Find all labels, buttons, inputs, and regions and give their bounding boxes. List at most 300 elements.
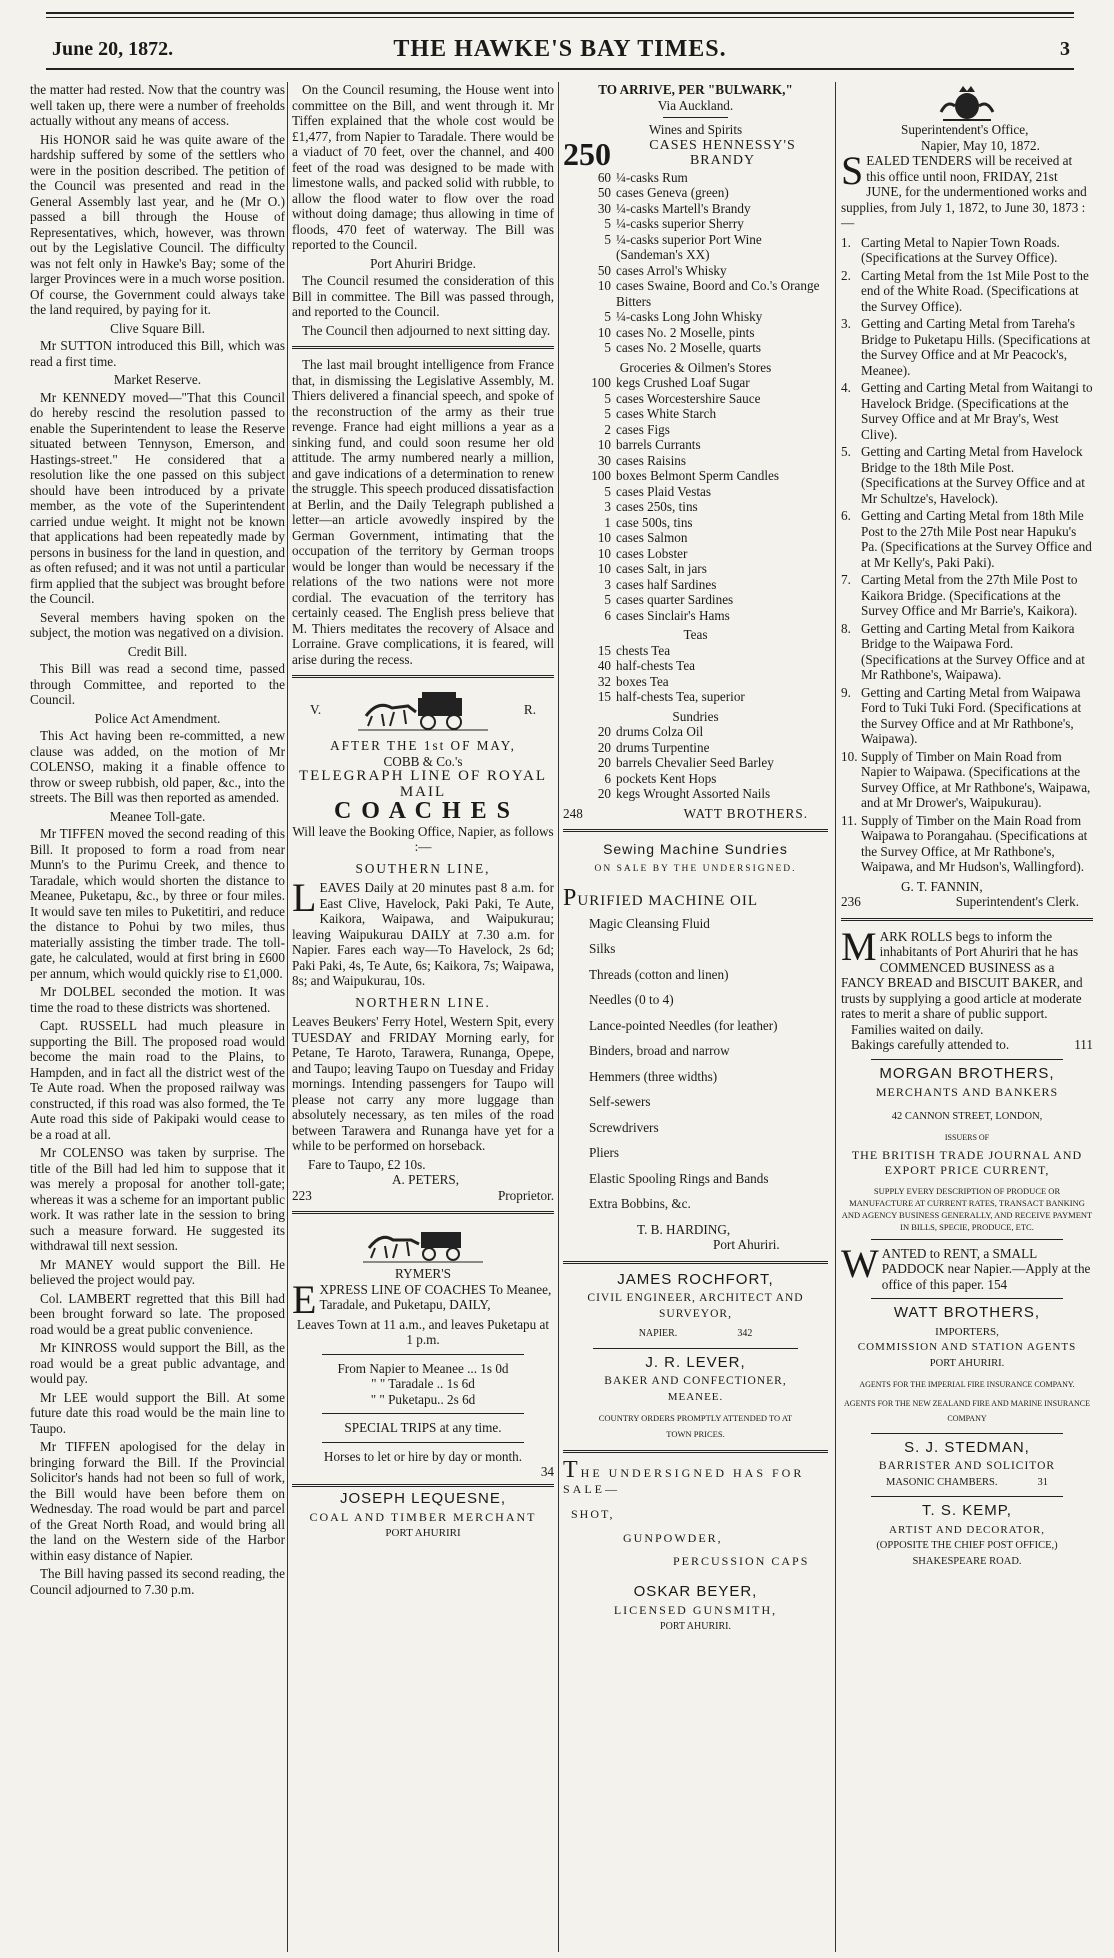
- lequesne-loc: PORT AHURIRI: [385, 1526, 461, 1539]
- double-rule: [292, 1211, 554, 1214]
- masthead-rule: [46, 12, 1074, 18]
- drop-cap: M: [841, 923, 877, 969]
- list-item: [841, 749, 1093, 811]
- item-quantity: 5: [604, 390, 611, 406]
- item-quantity: 100: [591, 468, 611, 483]
- list-item: [563, 499, 828, 515]
- fare-line: " " Puketapu.. 2s 6d: [370, 1391, 476, 1407]
- item-quantity: 10.: [841, 748, 858, 764]
- item-quantity: 40: [597, 658, 611, 673]
- item-description: half-chests Tea, superior: [616, 689, 745, 704]
- rymer-body: XPRESS LINE OF COACHES To Meanee, Taradale, and Puketapu, DAILY,: [319, 1281, 552, 1312]
- peters-line: [292, 1188, 554, 1204]
- item-description: cases quarter Sardines: [616, 592, 734, 607]
- stagecoach-icon: [358, 686, 488, 734]
- sewing-heading: Sewing Machine Sundries: [603, 841, 788, 857]
- paragraph: Mr KINROSS would support the Bill, as the road would be a great public advantage, and would pay.: [30, 1340, 285, 1386]
- item-description: barrels Currants: [616, 437, 701, 452]
- wanted-ad: [841, 1240, 1093, 1293]
- item-description: cases Lobster: [616, 545, 688, 561]
- beyer-loc: PORT AHURIRI.: [660, 1620, 731, 1632]
- list-item: Binders, broad and narrow: [589, 1043, 730, 1058]
- list-item: Screwdrivers: [589, 1119, 659, 1135]
- list-item: [841, 572, 1093, 619]
- morgan-addr: 42 CANNON STREET, LONDON,: [891, 1110, 1043, 1122]
- list-item: [563, 453, 828, 469]
- item-description: Supply of Timber on Main Road from Napier to Waipawa. (Specifications at the Survey Office, at Mr Rathbone's, Waipawa, and at Mr Drower's, Waipukurau).: [861, 748, 1091, 810]
- item-description: Getting and Carting Metal from Waitangi to Havelock Bridge. (Specifications at the Survey Office and at Mr Bray's, West Clive).: [861, 380, 1093, 442]
- southern-line-text: [292, 875, 554, 989]
- harding-loc: Port Ahuriri.: [713, 1237, 780, 1252]
- rule: [322, 1413, 524, 1414]
- item-quantity: 2: [604, 421, 611, 437]
- item-quantity: 5: [604, 216, 611, 231]
- ad-number: 154: [987, 1276, 1008, 1292]
- section-heading: Market Reserve.: [113, 372, 202, 387]
- list-item: [563, 278, 828, 309]
- shot-line: SHOT,: [571, 1507, 615, 1521]
- list-item: [563, 170, 828, 186]
- list-item: Hemmers (three widths): [589, 1068, 718, 1084]
- ad-number: 236: [841, 894, 861, 909]
- list-item: [563, 309, 828, 325]
- item-description: kegs Crushed Loaf Sugar: [616, 375, 750, 390]
- list-item: [563, 724, 828, 740]
- item-description: cases half Sardines: [616, 576, 717, 592]
- item-quantity: 5: [604, 340, 611, 355]
- item-quantity: 30: [597, 452, 611, 468]
- column-divider: [835, 82, 836, 1952]
- rule: [871, 1239, 1063, 1240]
- item-quantity: 5: [604, 592, 611, 607]
- item-quantity: 5: [604, 483, 611, 499]
- rule: [322, 1354, 524, 1355]
- list-item: [563, 216, 828, 232]
- double-rule: [292, 346, 554, 349]
- item-description: Getting and Carting Metal from Tareha's Bridge to Puketapu Hills. (Specifications at the Survey Office and at Mr Peacock's, Meanee).: [861, 316, 1091, 378]
- paragraph: His HONOR said he was quite aware of the hardship suffered by some of the settlers who were in the position described. The petition of the Council was presented and read in the General Assembly last year, and he (Mr O.) passed a bill through the House of Representatives, which, however, was thrown out by the Legislative Council. The difficulty was not felt only in Hawke's Bay; some of the larger Provinces were in a much worse position. Of course, the Government could always take the land required, by paying for it.: [30, 131, 285, 317]
- item-quantity: 1.: [841, 234, 851, 250]
- page-number: 3: [1060, 38, 1070, 60]
- list-item: [563, 340, 828, 356]
- list-item: [563, 422, 828, 438]
- item-quantity: 9.: [841, 684, 851, 700]
- paragraph: Mr KENNEDY moved—"That this Council do hereby rescind the resolution passed to enable the Superintendent to lease the Reserve situated between Tennyson, Emerson, and Hastings-street." He considered that a resolution like the one passed on this subject should have been introduced by a private member, as the vote of the Superintendent carried undue weight. It might not be known that applications had been repeatedly made by persons in business for the land in question, and as often refused; and it was not until a particular firm applied that the subject was brought before the Council.: [30, 389, 285, 606]
- stedman-sub: BARRISTER AND SOLICITOR: [878, 1460, 1056, 1472]
- item-description: cases Worcestershire Sauce: [616, 390, 761, 406]
- item-description: cases 250s, tins: [616, 499, 698, 514]
- rochfort-sub: CIVIL ENGINEER, ARCHITECT AND SURVEYOR,: [587, 1292, 804, 1320]
- item-quantity: 2.: [841, 267, 851, 283]
- ad-number: 223: [292, 1187, 312, 1203]
- watt-name: WATT BROTHERS.: [683, 805, 808, 821]
- list-item: [841, 235, 1093, 266]
- list-item: Needles (0 to 4): [589, 992, 674, 1007]
- item-description: cases White Starch: [616, 406, 717, 421]
- rule: [663, 117, 728, 118]
- item-description: cases Raisins: [616, 452, 686, 468]
- list-item: [841, 316, 1093, 378]
- item-description: Supply of Timber on the Main Road from Waipawa to Porangahau. (Specifications at the Survey Office, at Mr Rathbone's, Waipawa, and Mr Hudson's, Wallingford).: [861, 812, 1088, 874]
- paragraph: Mr TIFFEN moved the second reading of this Bill. It proposed to form a road from near Munn's to the Purimu Creek, and thence to Taradale, which would shorten the distance to Meanee, Puketapu, &c., by three or four miles. It would save ten miles to Puketitiri, and reduce the distance to Pohui by two miles, thus materially assisting the timber trade. The toll-gate, he calculated, would at first bring in £600 per annum, which would quickly rise to £1,000.: [30, 826, 285, 981]
- item-description: cases Sinclair's Hams: [616, 607, 730, 623]
- sewing-title: [563, 885, 828, 911]
- list-item: [563, 561, 828, 577]
- double-rule: [563, 1450, 828, 1453]
- item-description: boxes Belmont Sperm Candles: [616, 468, 779, 483]
- double-rule: [292, 1484, 554, 1487]
- beyer-sub: LICENSED GUNSMITH,: [613, 1603, 778, 1617]
- list-item: [563, 232, 828, 263]
- rolls-bakings-text: Bakings carefully attended to.: [851, 1037, 1010, 1052]
- list-item: [563, 325, 828, 341]
- masthead: [46, 8, 1074, 63]
- item-quantity: 3: [604, 576, 611, 592]
- list-item: Self-sewers: [589, 1094, 651, 1109]
- item-quantity: 20: [597, 786, 611, 801]
- morgan-sub: MERCHANTS AND BANKERS: [875, 1085, 1059, 1099]
- list-item: Threads (cotton and linen): [589, 966, 729, 982]
- item-quantity: 20: [597, 755, 611, 770]
- paragraph: Capt. RUSSELL had much pleasure in supporting the Bill. The proposed road would become the main road to the Plains, to Hampden, and in fact all the district west of the Te Aute road. When the proposed railway was constructed, if this road was also formed, the Te Aute road this side of Pakipaki would cease to be a road at all.: [30, 1018, 285, 1142]
- wines-list: [563, 170, 828, 356]
- ad-number: 34: [540, 1464, 554, 1479]
- watt-brothers-loc: PORT AHURIRI.: [929, 1357, 1005, 1369]
- drop-cap: T: [563, 1457, 581, 1483]
- coach-telegraph: TELEGRAPH LINE OF ROYAL MAIL: [298, 768, 548, 800]
- paragraph: This Bill was read a second time, passed through Committee, and reported to the Council.: [30, 661, 285, 707]
- morgan-journal: THE BRITISH TRADE JOURNAL AND EXPORT PRICE CURRENT,: [851, 1147, 1083, 1177]
- item-description: Getting and Carting Metal from 18th Mile Post to the 27th Mile Post near Hapuku's Pa. (Specifications at the Survey Office and at Mr Kelly's, Paki Paki).: [861, 508, 1092, 570]
- rymer-text: [292, 1276, 554, 1322]
- list-item: [841, 268, 1093, 315]
- item-quantity: 10: [597, 324, 611, 340]
- kemp-sub: ARTIST AND DECORATOR,: [889, 1523, 1045, 1536]
- item-quantity: 3: [604, 499, 611, 514]
- rule: [871, 1059, 1063, 1060]
- section-heading: Meanee Toll-gate.: [109, 808, 206, 824]
- list-item: Silks: [589, 941, 616, 956]
- fare-line: " " Taradale .. 1s 6d: [371, 1376, 475, 1391]
- kemp-addr: (OPPOSITE THE CHIEF POST OFFICE,): [876, 1540, 1058, 1551]
- morgan-name: MORGAN BROTHERS,: [879, 1064, 1055, 1082]
- stedman-loc: MASONIC CHAMBERS.: [886, 1476, 998, 1488]
- list-item: [563, 771, 828, 787]
- item-description: cases Salt, in jars: [616, 561, 707, 576]
- list-item: Lance-pointed Needles (for leather): [589, 1017, 778, 1033]
- gunpowder-line: GUNPOWDER,: [623, 1530, 723, 1545]
- item-quantity: 30: [597, 200, 611, 216]
- column-ads-goods: [563, 82, 828, 1952]
- coach-cobb: COBB & Co.'s: [383, 753, 463, 769]
- list-item: [563, 786, 828, 802]
- item-quantity: 60: [597, 169, 611, 185]
- list-item: [563, 755, 828, 771]
- watt-brothers-agent: AGENTS FOR THE NEW ZEALAND FIRE AND MARINE INSURANCE COMPANY: [844, 1398, 1090, 1423]
- item-quantity: 10: [597, 561, 611, 576]
- column-council-report: [30, 82, 285, 1952]
- fare-taupo: Fare to Taupo, £2 10s.: [308, 1156, 426, 1172]
- lever-sub: BAKER AND CONFECTIONER,: [604, 1375, 787, 1387]
- list-item: [563, 608, 828, 624]
- rymer-leaves: Leaves Town at 11 a.m., and leaves Puketapu at 1 p.m.: [296, 1316, 550, 1347]
- list-item: [563, 515, 828, 531]
- list-item: Elastic Spooling Rings and Bands: [589, 1170, 769, 1186]
- morgan-text: SUPPLY EVERY DESCRIPTION OF PRODUCE OR MANUFACTURE AT CURRENT RATES, TRANSACT BANKING AND AGENCY BUSINESS GENERALLY, AND RECEIVE PAYMENT IN BILLS, SPECIE, PRODUCE, ETC.: [841, 1185, 1093, 1232]
- drop-cap: L: [292, 875, 317, 920]
- office-date: Napier, May 10, 1872.: [921, 137, 1040, 153]
- list-item: [563, 592, 828, 608]
- item-description: ¼-casks Martell's Brandy: [616, 200, 751, 216]
- item-description: pockets Kent Hops: [616, 770, 717, 786]
- royal-crest-icon: [937, 82, 997, 122]
- list-item: [841, 685, 1093, 747]
- item-quantity: 20: [597, 739, 611, 755]
- sundries-list: [563, 724, 828, 802]
- item-description: cases No. 2 Moselle, quarts: [616, 340, 762, 355]
- sewing-list: [563, 916, 828, 1212]
- big-number: 250: [563, 135, 611, 172]
- watt-signature: [563, 806, 828, 822]
- paragraph: The Bill having passed its second reading, the Council adjourned to 7.30 p.m.: [30, 1566, 285, 1597]
- column-news-coaches: [292, 82, 554, 1952]
- drop-cap: E: [292, 1276, 317, 1322]
- fannin-title: Superintendent's Clerk.: [955, 894, 1079, 909]
- list-item: [563, 263, 828, 279]
- list-item: [563, 375, 828, 391]
- list-item: Extra Bobbins, &c.: [589, 1196, 691, 1211]
- rule: [871, 1433, 1063, 1434]
- stedman-name: S. J. STEDMAN,: [904, 1438, 1030, 1456]
- southern-line-heading: SOUTHERN LINE,: [355, 860, 491, 876]
- lequesne-sub: COAL AND TIMBER MERCHANT: [309, 1510, 537, 1524]
- double-rule: [563, 829, 828, 832]
- item-quantity: 50: [597, 262, 611, 278]
- list-item: Pliers: [589, 1145, 620, 1160]
- item-description: cases Salmon: [616, 530, 688, 545]
- rule: [871, 1298, 1063, 1299]
- paragraph: Col. LAMBERT regretted that this Bill had been brought forward so late. The proposed road would be a great public convenience.: [30, 1290, 285, 1337]
- rolls-bakings: [841, 1037, 1093, 1053]
- list-item: [563, 658, 828, 674]
- item-description: barrels Chevalier Seed Barley: [616, 755, 774, 770]
- paragraph: Mr TIFFEN apologised for the delay in bringing forward the Bill. If the Provincial Solicitor's hands had not been so full of work, the Bill would have been before them on Wednesday. The road would be part and parcel of the Great North Road, and would bring all the land on the Western side of the Harbor within easy distance of Napier.: [30, 1439, 285, 1563]
- paragraph: On the Council resuming, the House went into committee on the Bill, and went through it. Mr Tiffen explained that the whole cost would be £1,477, from Napier to Taradale. There would be a viaduct of 70 feet, over the channel, and 400 feet of the road was designed to be made with limestone walls, and packed solid with rubble, to allow the flood water to flow over the road without doing damage; thus allowing in time of floods, 470 feet of waterway. The Bill was reported to the Council.: [292, 82, 554, 252]
- drop-cap: S: [841, 148, 864, 193]
- list-item: [841, 813, 1093, 875]
- watt-brothers-sub1: IMPORTERS,: [935, 1325, 999, 1338]
- ad-number: 248: [563, 805, 583, 821]
- fannin-line: [841, 894, 1093, 910]
- rolls-text: ARK ROLLS begs to inform the inhabitants of Port Ahuriri that he has COMMENCED BUSINESS as a FANCY BREAD and BISCUIT BAKER, and trusts by supplying a good article at moderate rates to merit a share of public support.: [841, 928, 1083, 1021]
- rolls-families: Families waited on daily.: [851, 1021, 984, 1037]
- item-quantity: 10: [597, 530, 611, 545]
- item-quantity: 8.: [841, 620, 851, 636]
- double-rule: [292, 675, 554, 678]
- item-quantity: 6: [604, 607, 611, 623]
- item-quantity: 5.: [841, 444, 851, 459]
- list-item: [563, 740, 828, 756]
- list-item: [841, 621, 1093, 683]
- lequesne-name: JOSEPH LEQUESNE,: [339, 1489, 507, 1507]
- list-item: [563, 391, 828, 407]
- drop-cap: P: [563, 885, 578, 911]
- list-item: [563, 437, 828, 453]
- coach-horses-icon: [363, 1222, 483, 1264]
- double-rule: [563, 1261, 828, 1264]
- kemp-loc: SHAKESPEARE ROAD.: [912, 1555, 1022, 1567]
- paragraph: The Council then adjourned to next sitting day.: [302, 322, 551, 338]
- item-description: drums Colza Oil: [616, 724, 704, 739]
- ad-number: 111: [1074, 1037, 1093, 1052]
- paragraph: This Act having been re-committed, a new clause was added, on the motion of Mr COLENSO, making it a finable offence to throw or sweep rubbish, old paper, &c., into the streets. The Bill was then reported as amended.: [30, 728, 285, 805]
- item-quantity: 5: [604, 406, 611, 421]
- item-quantity: 5: [604, 231, 611, 247]
- list-item: Magic Cleansing Fluid: [589, 915, 710, 931]
- rymer-heading: RYMER'S: [395, 1266, 451, 1281]
- column-divider: [558, 82, 559, 1952]
- item-quantity: 32: [597, 673, 611, 689]
- item-quantity: 10: [597, 437, 611, 452]
- paper-title: THE HAWKE'S BAY TIMES.: [393, 36, 727, 62]
- wanted-text: ANTED to RENT, a SMALL PADDOCK near Napier.—Apply at the office of this paper.: [881, 1245, 1091, 1292]
- list-item: [563, 530, 828, 546]
- southern-line-body: EAVES Daily at 20 minutes past 8 a.m. for East Clive, Havelock, Paki Paki, Te Aute, Kaikora, Waipawa, and Waipukurau; leaving Waipukurau DAILY at 7.30 a.m. for Napier. Fares each way—To Havelock, 2s 6d; Paki Paki, 4s, Te Aute, 6s; Kaikora, 7s; Waipawa, 8s; and Waipukurau, 10s.: [292, 880, 554, 988]
- drop-cap: W: [841, 1240, 879, 1286]
- sewing-sub: ON SALE BY THE UNDERSIGNED.: [594, 863, 797, 874]
- list-item: [841, 444, 1093, 506]
- kemp-name: T. S. KEMP,: [922, 1502, 1012, 1519]
- teas-list: [563, 643, 828, 705]
- item-quantity: 5: [604, 309, 611, 324]
- column-tenders-ads: [841, 82, 1093, 1952]
- item-description: drums Turpentine: [616, 739, 710, 755]
- section-heading: Police Act Amendment.: [94, 710, 221, 726]
- paragraph: The Council resumed the consideration of this Bill in committee. The Bill was passed through, and reported to the Council.: [292, 273, 554, 319]
- coach-coaches: C O A C H E S: [333, 798, 513, 824]
- watt-brothers-agent: AGENTS FOR THE IMPERIAL FIRE INSURANCE COMPANY.: [859, 1380, 1075, 1389]
- masthead-bottom-rule: [46, 68, 1074, 70]
- undersigned-line: [563, 1457, 828, 1497]
- paragraph: Mr COLENSO was taken by surprise. The title of the Bill had led him to suppose that it was merely a proposal for another toll-gate; whereas it was a scheme for an important public work. It was rather late in the session to bring such a measure forward. He suggested its withdrawal till next session.: [30, 1145, 285, 1253]
- teas-heading: Teas: [683, 627, 708, 642]
- rule: [593, 1348, 798, 1349]
- list-item: [563, 468, 828, 484]
- tender-intro: [841, 148, 1093, 231]
- item-description: Getting and Carting Metal from Waipawa Ford to Tuki Tuki Ford. (Specifications at the Survey Office and at Mr Rathbone's, Waipawa).: [861, 684, 1082, 746]
- stedman-foot: [841, 1475, 1093, 1491]
- coach-will: Will leave the Booking Office, Napier, as follows :—: [292, 823, 554, 854]
- list-item: [563, 577, 828, 593]
- paragraph: The last mail brought intelligence from France that, in dismissing the Legislative Assembly, M. Thiers delivered a financial speech, and spoke of the reconstruction of the army as their true revenge. France had eight millions a year as a sinking fund, and could soon resume her old attitude. The army numbered nearly a million, and gave indications of a determination to renew the struggle. This speech produced dissatisfaction at Berlin, and the Daily Telegraph published a letter—an article avowedly inspired by the German Government, intimating that the occupation of the territory by German troops would be longer than would be necessary if the relations of the two nations were not more cordial. The evacuation of the territory has certainly ceased. The English press believe that M. Thiers meditates the recovery of Alsace and Lorraine. Grave complications, it is feared, will arise during the recess.: [292, 357, 554, 667]
- lever-loc: MEANEE.: [667, 1390, 724, 1403]
- item-quantity: 10: [597, 278, 611, 293]
- lever-note: COUNTRY ORDERS PROMPTLY ATTENDED TO AT TOWN PRICES.: [598, 1413, 793, 1439]
- groceries-heading: Groceries & Oilmen's Stores: [619, 359, 772, 375]
- tender-list: [841, 235, 1093, 875]
- office-heading: Superintendent's Office,: [901, 122, 1029, 137]
- item-quantity: 11.: [841, 812, 857, 828]
- watt-brothers-sub2: COMMISSION AND STATION AGENTS: [857, 1341, 1077, 1353]
- fare-line: From Napier to Meanee ... 1s 0d: [337, 1360, 509, 1376]
- item-quantity: 4.: [841, 380, 851, 395]
- sewing-title-text: URIFIED MACHINE OIL: [577, 893, 759, 909]
- item-description: half-chests Tea: [616, 658, 696, 673]
- wines-heading: Wines and Spirits: [648, 122, 743, 137]
- item-description: Getting and Carting Metal from Kaikora Bridge to the Waipawa Ford. (Specifications at the Survey Office and at Mr Rathbone's, Waipawa).: [861, 620, 1085, 682]
- rule: [322, 1442, 524, 1443]
- item-quantity: 20: [597, 724, 611, 739]
- issue-date: June 20, 1872.: [52, 38, 174, 60]
- item-quantity: 10: [597, 545, 611, 561]
- list-item: [563, 689, 828, 705]
- item-description: Carting Metal to Napier Town Roads. (Specifications at the Survey Office).: [861, 234, 1060, 265]
- arrive-via: Via Auckland.: [657, 97, 734, 113]
- section-heading: Clive Square Bill.: [110, 320, 205, 336]
- coach-after: AFTER THE 1st OF MAY,: [330, 738, 516, 753]
- item-description: chests Tea: [616, 642, 671, 658]
- peters-name: A. PETERS,: [392, 1172, 460, 1187]
- list-item: [563, 674, 828, 690]
- coach-r-label: R.: [523, 702, 536, 718]
- sundries-heading: Sundries: [672, 708, 719, 724]
- rochfort-foot: [563, 1326, 828, 1342]
- rochfort-loc: NAPIER.: [638, 1328, 678, 1339]
- percussion-line: PERCUSSION CAPS: [673, 1554, 810, 1568]
- item-quantity: 100: [591, 375, 611, 390]
- item-description: ¼-casks Rum: [616, 169, 688, 185]
- peters-title: Proprietor.: [497, 1187, 554, 1203]
- item-quantity: 15: [597, 642, 611, 658]
- coach-v-label: V.: [310, 702, 322, 718]
- item-quantity: 3.: [841, 316, 851, 331]
- rule: [871, 1496, 1063, 1497]
- groceries-list: [563, 375, 828, 623]
- northern-line-text: Leaves Beukers' Ferry Hotel, Western Spit, every TUESDAY and FRIDAY Morning early, for Petane, Te Haroto, Tarawera, Runanga, Opepe, and Taupo; leaving Taupo on Tuesday and Friday mornings. Intending passengers for Taupo will please not carry any more luggage than absolutely necessary, as ten miles of the road between Tarawera and Runanga have yet for a while to be performed on horseback.: [292, 1014, 554, 1153]
- item-description: cases No. 2 Moselle, pints: [616, 324, 755, 340]
- arrive-heading: TO ARRIVE, PER "BULWARK,": [598, 82, 793, 97]
- list-item: [563, 484, 828, 500]
- item-quantity: 1: [604, 514, 611, 530]
- ad-number: 31: [1037, 1476, 1048, 1488]
- paragraph: the matter had rested. Now that the country was well taken up, there were a number of freeholds actually without any means of access.: [30, 82, 285, 128]
- item-description: case 500s, tins: [616, 514, 693, 530]
- list-item: [563, 185, 828, 201]
- item-description: cases Figs: [616, 421, 670, 437]
- lever-name: J. R. LEVER,: [645, 1353, 746, 1371]
- item-description: ¼-casks superior Sherry: [616, 216, 744, 231]
- item-quantity: 15: [597, 689, 611, 704]
- ad-number: 342: [737, 1328, 753, 1339]
- morgan-issuers: ISSUERS OF: [944, 1133, 990, 1142]
- column-divider: [287, 82, 288, 1952]
- item-quantity: 50: [597, 185, 611, 200]
- item-quantity: 6: [604, 770, 611, 786]
- item-quantity: 6.: [841, 508, 851, 523]
- hennessy-text: CASES HENNESSY'S BRANDY: [649, 137, 796, 168]
- item-description: kegs Wrought Assorted Nails: [616, 786, 771, 801]
- northern-line-heading: NORTHERN LINE.: [355, 994, 491, 1010]
- coach-illustration-row: [292, 686, 554, 734]
- item-description: cases Swaine, Boord and Co.'s Orange Bitters: [616, 278, 820, 309]
- list-item: [841, 380, 1093, 442]
- beyer-name: OSKAR BEYER,: [633, 1582, 758, 1600]
- hennessy-line: [563, 135, 828, 172]
- tender-intro-text: EALED TENDERS will be received at this office until noon, FRIDAY, 21st JUNE, for the undermentioned works and supplies, from July 1, 1872, to June 30, 1873 :—: [841, 153, 1087, 230]
- special-trips: SPECIAL TRIPS at any time.: [344, 1420, 502, 1435]
- item-description: cases Arrol's Whisky: [616, 262, 727, 278]
- harding-name: T. B. HARDING,: [637, 1221, 731, 1237]
